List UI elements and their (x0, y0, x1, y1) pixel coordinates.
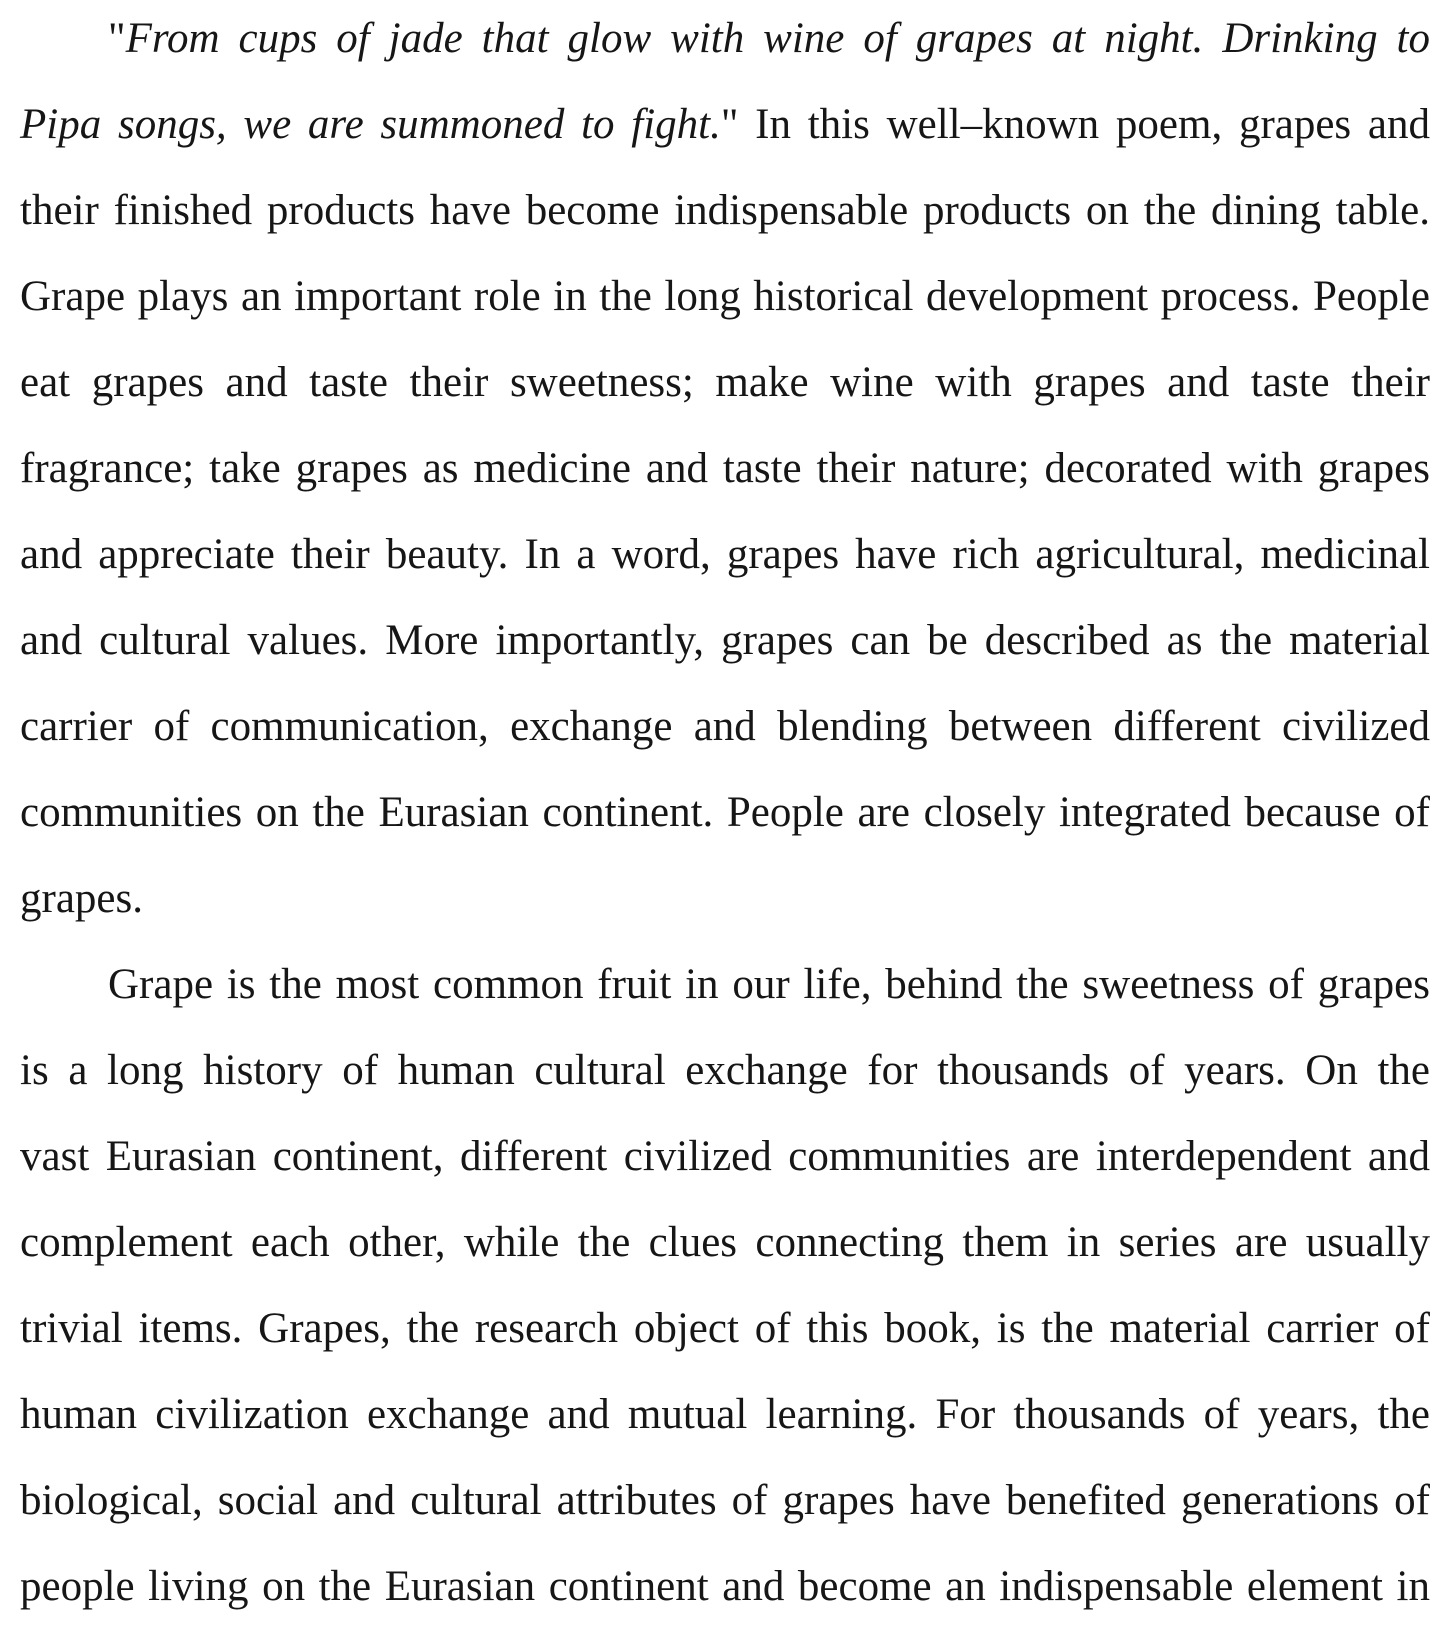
text-line (20, 770, 1430, 856)
text-line (20, 1544, 1430, 1630)
text-line (20, 856, 1430, 942)
poem-quote-text: From cups of jade that glow with wine of grapes at night. Drinking to (125, 15, 1430, 62)
text-segment: is a long history of human cultural exchange for thousands of years. On the (20, 1047, 1430, 1094)
poem-quote-text: Pipa songs, we are summoned to fight. (20, 101, 721, 148)
text-segment: trivial items. Grapes, the research object of this book, is the material carrier of (20, 1305, 1430, 1352)
text-line (20, 684, 1430, 770)
text-segment: communities on the Eurasian continent. People are closely integrated because of (20, 789, 1430, 836)
text-segment: vast Eurasian continent, different civilized communities are interdependent and (20, 1133, 1430, 1180)
text-segment: complement each other, while the clues connecting them in series are usually (20, 1219, 1430, 1266)
text-line (20, 0, 1430, 82)
text-line (20, 1028, 1430, 1114)
text-line (20, 168, 1430, 254)
text-line (20, 598, 1430, 684)
text-line (20, 340, 1430, 426)
text-segment: fragrance; take grapes as medicine and taste their nature; decorated with grapes (20, 445, 1430, 492)
text-segment: carrier of communication, exchange and blending between different civilized (20, 703, 1430, 750)
text-line (20, 254, 1430, 340)
text-segment: " In this well–known poem, grapes and (720, 101, 1430, 148)
paragraph (20, 0, 1430, 942)
text-segment: Grape plays an important role in the long historical development process. People (20, 273, 1430, 320)
text-line (20, 426, 1430, 512)
paragraph (20, 942, 1430, 1630)
text-segment: and appreciate their beauty. In a word, grapes have rich agricultural, medicinal (20, 531, 1430, 578)
text-line (20, 1458, 1430, 1544)
text-line (20, 1286, 1430, 1372)
text-segment: human civilization exchange and mutual learning. For thousands of years, the (20, 1391, 1430, 1438)
text-segment: eat grapes and taste their sweetness; make wine with grapes and taste their (20, 359, 1430, 406)
document-body (20, 0, 1430, 1630)
text-segment: grapes. (20, 875, 143, 922)
text-line (20, 1200, 1430, 1286)
text-segment: Grape is the most common fruit in our life, behind the sweetness of grapes (108, 961, 1430, 1008)
text-segment: and cultural values. More importantly, grapes can be described as the material (20, 617, 1430, 664)
text-line (20, 512, 1430, 598)
text-line (20, 1372, 1430, 1458)
text-segment: biological, social and cultural attributes of grapes have benefited generations of (20, 1477, 1430, 1524)
text-segment: " (108, 15, 126, 62)
text-line (20, 942, 1430, 1028)
text-line (20, 82, 1430, 168)
text-line (20, 1114, 1430, 1200)
text-segment: their finished products have become indispensable products on the dining table. (20, 187, 1430, 234)
text-segment: people living on the Eurasian continent and become an indispensable element in (20, 1563, 1430, 1610)
